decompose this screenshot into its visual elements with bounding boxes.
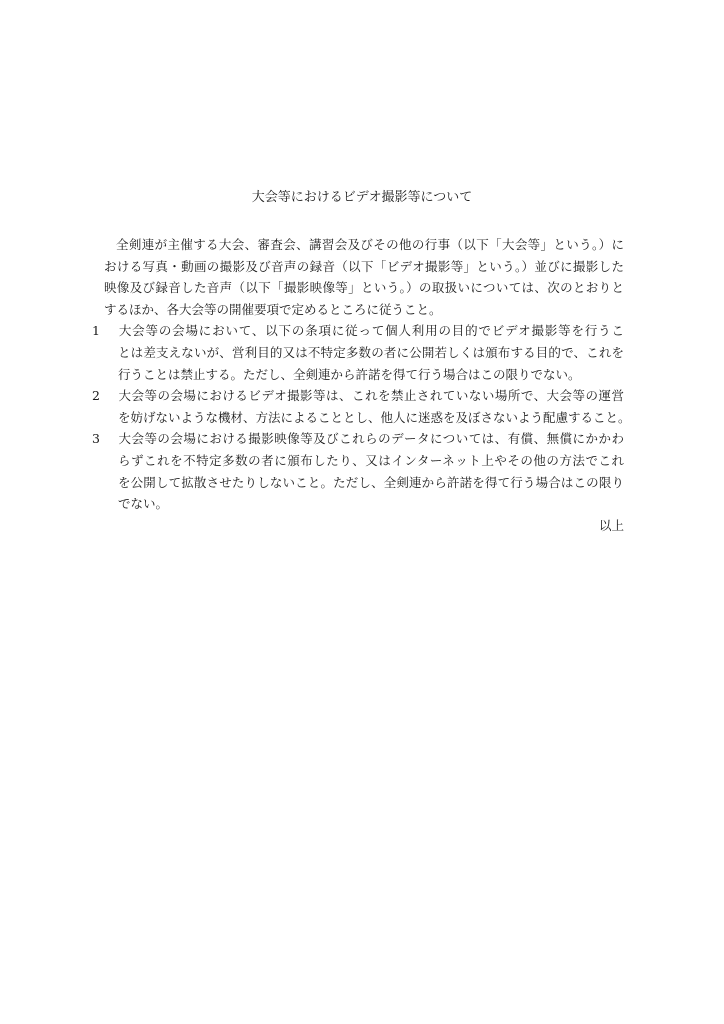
item-line: を公開して拡散させたりしないこと。ただし、全剣連から許諾を得て行う場合はこの限り (118, 474, 624, 490)
document-title: 大会等におけるビデオ撮影等について (251, 190, 473, 205)
item-text: 大会等の会場におけるビデオ撮影等は、これを禁止されていない場所で、大会等の運営 (118, 388, 624, 404)
intro-line: 全剣連が主催する大会、審査会、講習会及びその他の行事（以下「大会等」という。）に (116, 237, 624, 252)
item-line: を妨げないような機材、方法によることとし、他人に迷惑を及ぼさないよう配慮すること。 (118, 409, 631, 425)
closing-text: 以上 (598, 517, 624, 533)
item-number: 3 (92, 431, 100, 447)
item-line: らずこれを不特定多数の者に頒布したり、又はインターネット上やその他の方法でこれ (118, 452, 624, 468)
list-item-3 (92, 428, 624, 514)
intro-line: 映像及び録音した音声（以下「撮影映像等」という。）の取扱いについては、次のとおりと (104, 280, 624, 296)
item-first-line (92, 320, 624, 342)
item-text: 大会等の会場において、以下の条項に従って個人利用の目的でビデオ撮影等を行うこ (118, 323, 624, 339)
item-line: でない。 (118, 496, 169, 512)
item-text: 大会等の会場における撮影映像等及びこれらのデータについては、有償、無償にかかわ (118, 431, 624, 447)
item-line: 行うことは禁止する。ただし、全剣連から許諾を得て行う場合はこの限りでない。 (118, 366, 581, 382)
item-number: 1 (92, 323, 100, 339)
item-first-line (92, 385, 624, 407)
list-item-2 (92, 385, 631, 428)
intro-paragraph (104, 234, 624, 320)
item-first-line (92, 428, 624, 450)
list-item-1 (92, 320, 624, 385)
item-line: とは差支えないが、営利目的又は不特定多数の者に公開若しくは頒布する目的で、これを (118, 344, 624, 360)
intro-line: するほか、各大会等の開催要項で定めるところに従うこと。 (104, 301, 442, 317)
item-number: 2 (92, 388, 100, 404)
intro-line: おける写真・動画の撮影及び音声の録音（以下「ビデオ撮影等」という。）並びに撮影した (104, 258, 624, 274)
document-body (92, 234, 631, 536)
